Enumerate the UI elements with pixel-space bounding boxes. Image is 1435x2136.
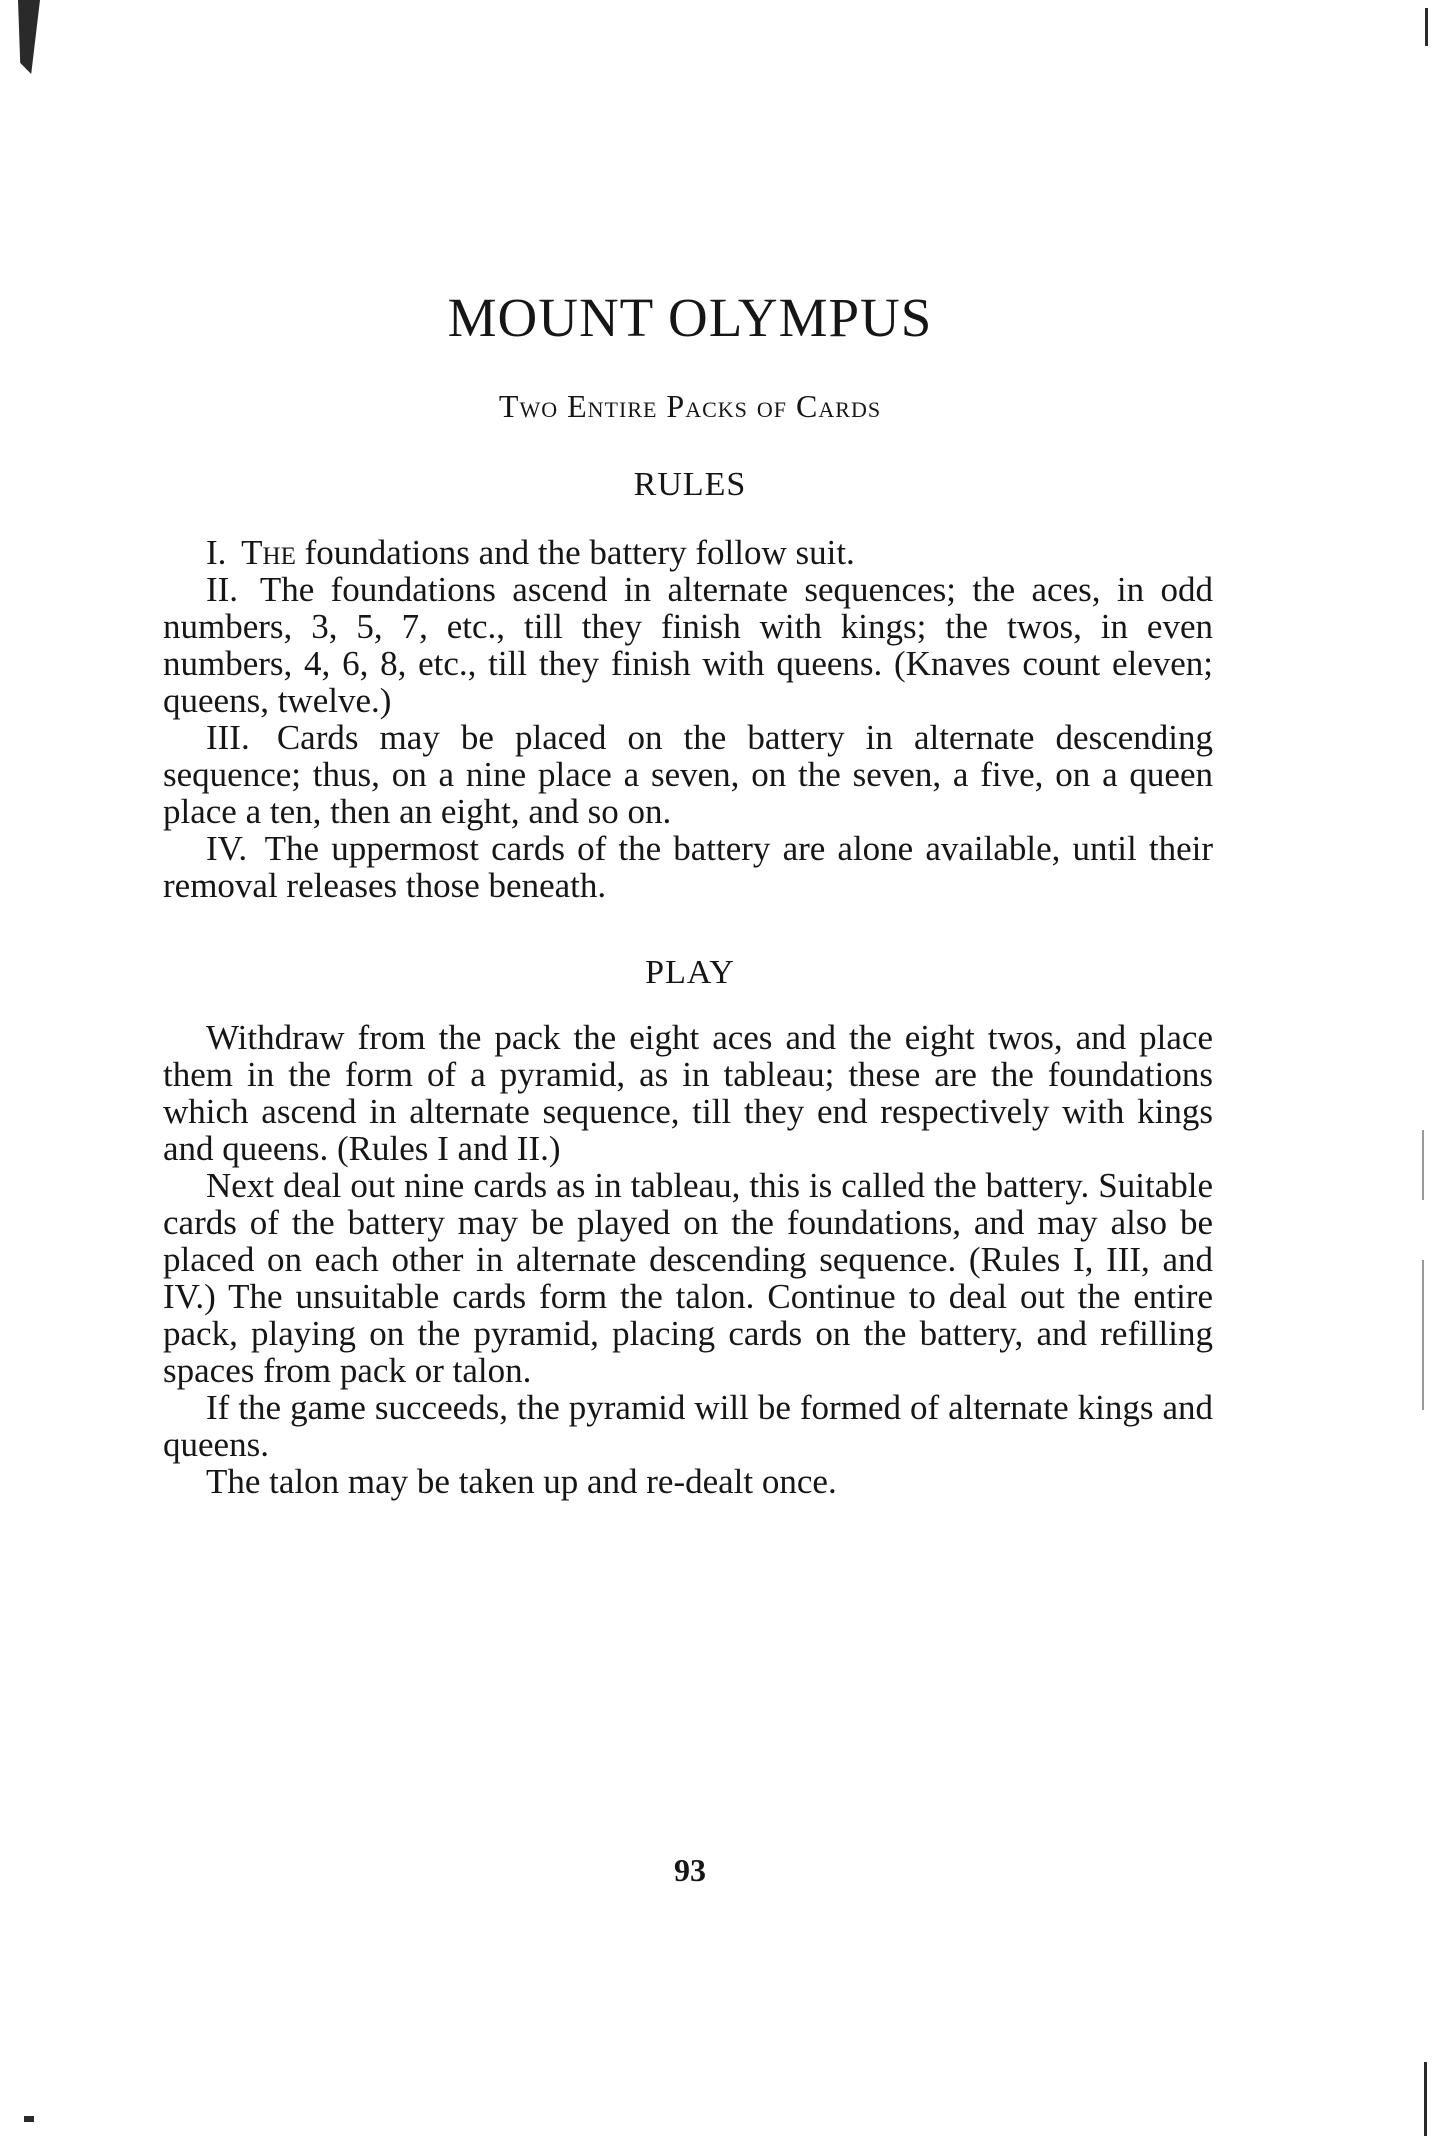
play-paragraph: If the game succeeds, the pyramid will be formed of alternate kings and queens.: [163, 1388, 1213, 1464]
play-section: [163, 1019, 1213, 1500]
rule-lead-word: The: [241, 533, 296, 572]
rule-paragraph: [163, 571, 1213, 719]
rule-number: II.: [206, 570, 239, 609]
play-paragraph: The talon may be taken up and re-dealt once.: [206, 1462, 837, 1501]
scan-artifact: [1422, 1130, 1424, 1200]
rule-paragraph: [163, 534, 1213, 571]
rule-number: IV.: [206, 829, 248, 868]
scan-artifact: [1425, 8, 1428, 46]
rule-text: foundations and the battery follow suit.: [304, 533, 855, 572]
rule-number: I.: [206, 533, 227, 572]
rules-section: [163, 534, 1213, 904]
rule-number: III.: [206, 718, 250, 757]
play-heading: PLAY: [645, 954, 735, 991]
rule-text: Cards may be placed on the battery in alternate descending sequence; thus, on a nine place a seven, on the seven, a five, on a queen place a ten, then an eight, and so on.: [163, 718, 1213, 831]
scan-artifact: [18, 0, 40, 74]
play-paragraph: Next deal out nine cards as in tableau, this is called the battery. Suitable cards of the battery may be played on the foundations, and may also be placed on each other in alternate descending sequence. (Rules I, III, and IV.) The unsuitable cards form the talon. Continue to deal out the entire pack, playing on the pyramid, placing cards on the battery, and refilling spaces from pack or talon.: [163, 1166, 1213, 1390]
chapter-subtitle: Two Entire Packs of Cards: [498, 388, 882, 424]
rules-heading: RULES: [633, 466, 747, 503]
rule-text: The uppermost cards of the battery are alone available, until their removal releases those beneath.: [163, 829, 1213, 905]
rule-paragraph: [163, 719, 1213, 830]
page-number: 93: [674, 1852, 706, 1888]
scan-artifact: [24, 2116, 34, 2122]
scan-artifact: [1422, 1260, 1424, 1410]
rule-paragraph: [163, 830, 1213, 904]
play-paragraph: Withdraw from the pack the eight aces and the eight twos, and place them in the form of a pyramid, as in tableau; these are the foundations which ascend in alternate sequence, till they end respectively with kings and queens. (Rules I and II.): [163, 1018, 1213, 1168]
scan-artifact: [1424, 2062, 1427, 2136]
chapter-title: MOUNT OLYMPUS: [447, 287, 933, 348]
rule-text: The foundations ascend in alternate sequences; the aces, in odd numbers, 3, 5, 7, etc., till they finish with kings; the twos, in even numbers, 4, 6, 8, etc., till they finish with queens. (Knaves count eleven; queens, twelve.): [163, 570, 1213, 720]
